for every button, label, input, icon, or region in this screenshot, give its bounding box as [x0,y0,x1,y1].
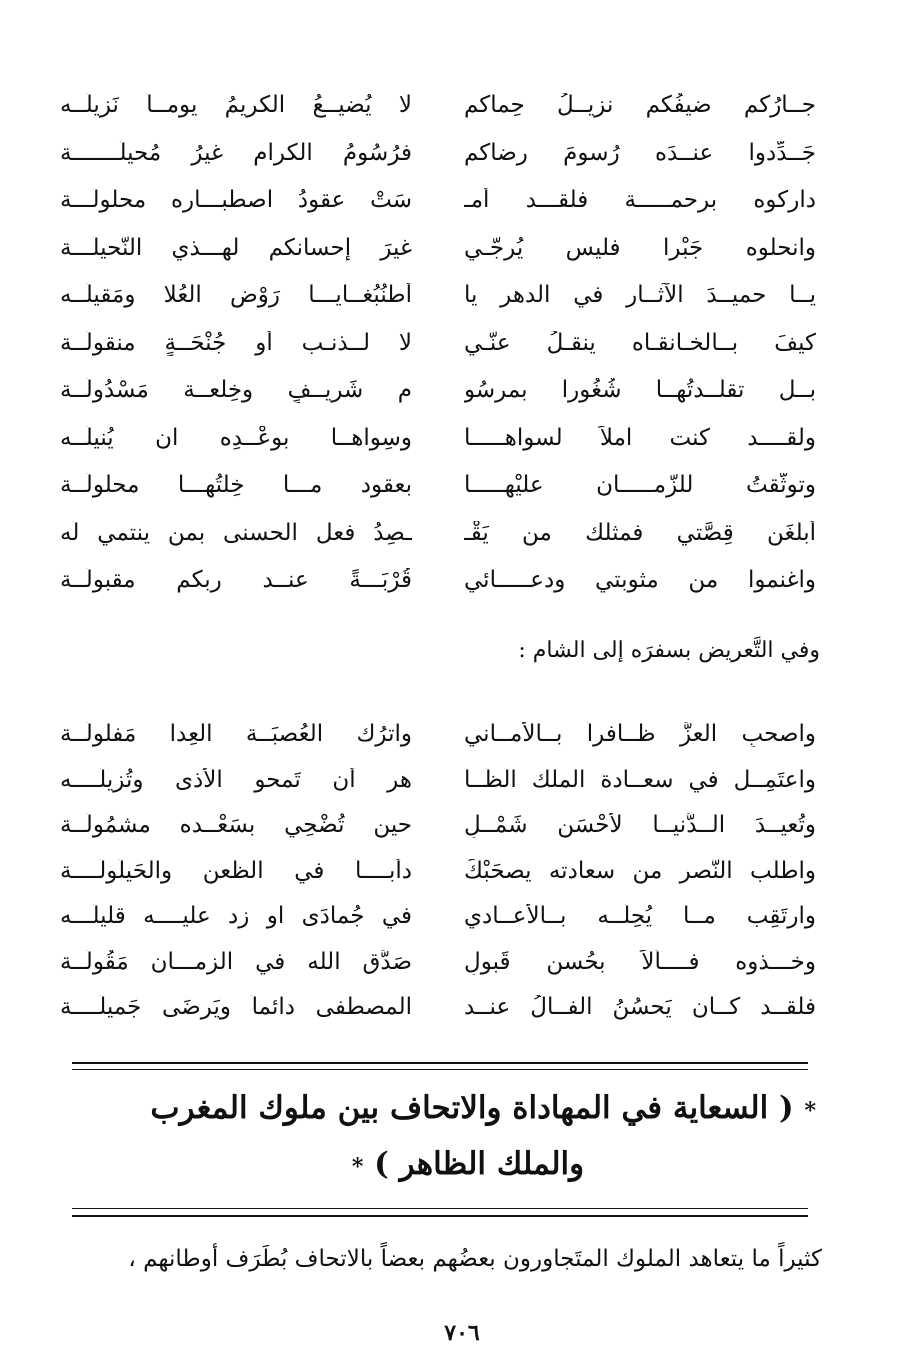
hemistich-first: وخـــذوه فــــألاً بحُسن قَبولٍ [464,949,816,975]
hemistich-second: بعقود مـــا خِلتُهـــا محلولَــة [60,473,412,499]
hemistich-first: بــل تقلَّــدتُهــا شُغُوراً بمرسُو [464,378,816,404]
hemistich-second: أَطنُبُغــايـــا رَوْض العُلا ومَقيلَــه [60,283,412,309]
verse [60,462,816,510]
section-divider-bottom-thin [72,1208,808,1209]
verse [60,940,816,986]
verse [60,367,816,415]
hemistich-first: وارتَقِب مــا يُحِلُّــه بــالأعــادي [464,904,816,930]
verse [60,849,816,895]
poem-second [60,712,816,1031]
hemistich-first: جَــدِّدوا عنــدَه رُسومَ رضاكم [464,140,816,166]
verse [60,894,816,940]
hemistich-first: ولقــــد كنت آملاً لسواهـــــا [464,425,816,451]
verse [60,415,816,463]
verse [60,803,816,849]
hemistich-first: واعتَمِــل في سعــادة الملك الظَّــا [464,767,816,793]
verse [60,758,816,804]
section-divider-top-thin [72,1069,808,1070]
section-divider-top [72,1062,808,1064]
hemistich-second: حين تُضْحِي بسَعْــده مشمُولَــة [60,813,412,839]
hemistich-first: واصحبِ العزَّ ظــافراً بــالأمــاني [464,722,816,748]
section-heading-text-1: ( السعاية في المهاداة والاتحاف بين ملوك المغرب [150,1090,794,1126]
verse [60,510,816,558]
poem-intro-line: وفي التَّعريض بسفرَه إلى الشام : [518,638,820,663]
paragraph-text: كثيراً ما يتعاهد الملوك المتَجاورون بعضُهم بعضاً بالاتحاف بُطَرَف أوطانهم ، [128,1246,822,1272]
hemistich-second: مِ شَريــفٍ وخِلعــة مَسْدُولَــة [60,378,412,404]
verse [60,320,816,368]
hemistich-second: قُرْبَـــةً عنــد ربكم مقبولَــة [60,568,412,594]
section-heading-line-1 [120,1090,816,1126]
hemistich-second: ـصِدُ فعل الحسنى بمن ينتمي لَه [60,520,412,546]
hemistich-first: جــارُكم ضيفُكم نزيــلُ حِماكم [464,93,816,119]
hemistich-second: غيرَ إحسانكم لهـــذي النَّحيلَـــة [60,235,412,261]
hemistich-second: وسِواهــا بوعْــدِه ان يُنيلَــه [60,425,412,451]
hemistich-first: كيفَ بــالخـانقـاه ينقـلُ عنّـي [464,330,816,356]
hemistich-first: واطلُب النَّصر من سعادته يصحَبْكَ [464,858,816,884]
verse [60,272,816,320]
hemistich-second: صَدَّق الله في الزمـــان مَقُولَــة [60,949,412,975]
hemistich-second: واترُك العُصبَــة العِدا مَفلولَــة [60,722,412,748]
hemistich-first: فلقــد كــان يَحسُنُ الفــالُ عنــد [464,995,816,1021]
page-number: ٧٠٦ [444,1320,480,1346]
asterisk-marker: * [351,1154,364,1180]
verse [60,985,816,1031]
hemistich-second: المصطفى دائماً ويَرضَى جَميلَــــة [60,995,412,1021]
hemistich-first: وانحلوه جَبْرا فليس يُرجّـي [464,235,816,261]
hemistich-first: وتُعيــدَ الــدُّنيــا لأحْسَنِ شَمْــلٍ [464,813,816,839]
verse [60,130,816,178]
verse [60,177,816,225]
hemistich-second: هر أَن تَمحو الأذى وتُزيلَــــه [60,767,412,793]
hemistich-second: لا لــذنـب أو جُنْحَــةٍ منقولَــة [60,330,412,356]
verse [60,225,816,273]
section-divider-bottom [72,1215,808,1217]
hemistich-second: دأبــــاً في الظعن والحَيلُولَــــة [60,858,412,884]
verse [60,82,816,130]
asterisk-marker: * [804,1098,816,1124]
verse [60,712,816,758]
hemistich-first: واغنموا من مثوبتي ودعـــــائي [464,568,816,594]
hemistich-first: أَبلغَن قِصَّتي فمثلُك من يَقْـ [464,520,816,546]
verse [60,557,816,605]
hemistich-second: سَتْ عقودُ اصطبـــاره محلولَـــة [60,188,412,214]
hemistich-first: وتوثّقتُ للزّمـــــان عليْهـــــا [464,473,816,499]
hemistich-second: في جُمادَى او زد عليــــه قليلَـــه [60,904,412,930]
section-heading-line-2 [120,1146,816,1182]
poem-first [60,82,816,605]
hemistich-first: يــا حميــدَ الآثــار في الدهر يا [464,283,816,309]
hemistich-first: داركوه برحمـــــة فلقـــد أَمـ [464,188,816,214]
section-heading-text-2: والملك الظاهر ) [374,1146,585,1182]
hemistich-second: فرُسُومُ الكرام غيرُ مُحيلَـــــــة [60,140,412,166]
hemistich-second: لا يُضيــعُ الكريمُ يومــاً نَزيلَــه [60,93,412,119]
